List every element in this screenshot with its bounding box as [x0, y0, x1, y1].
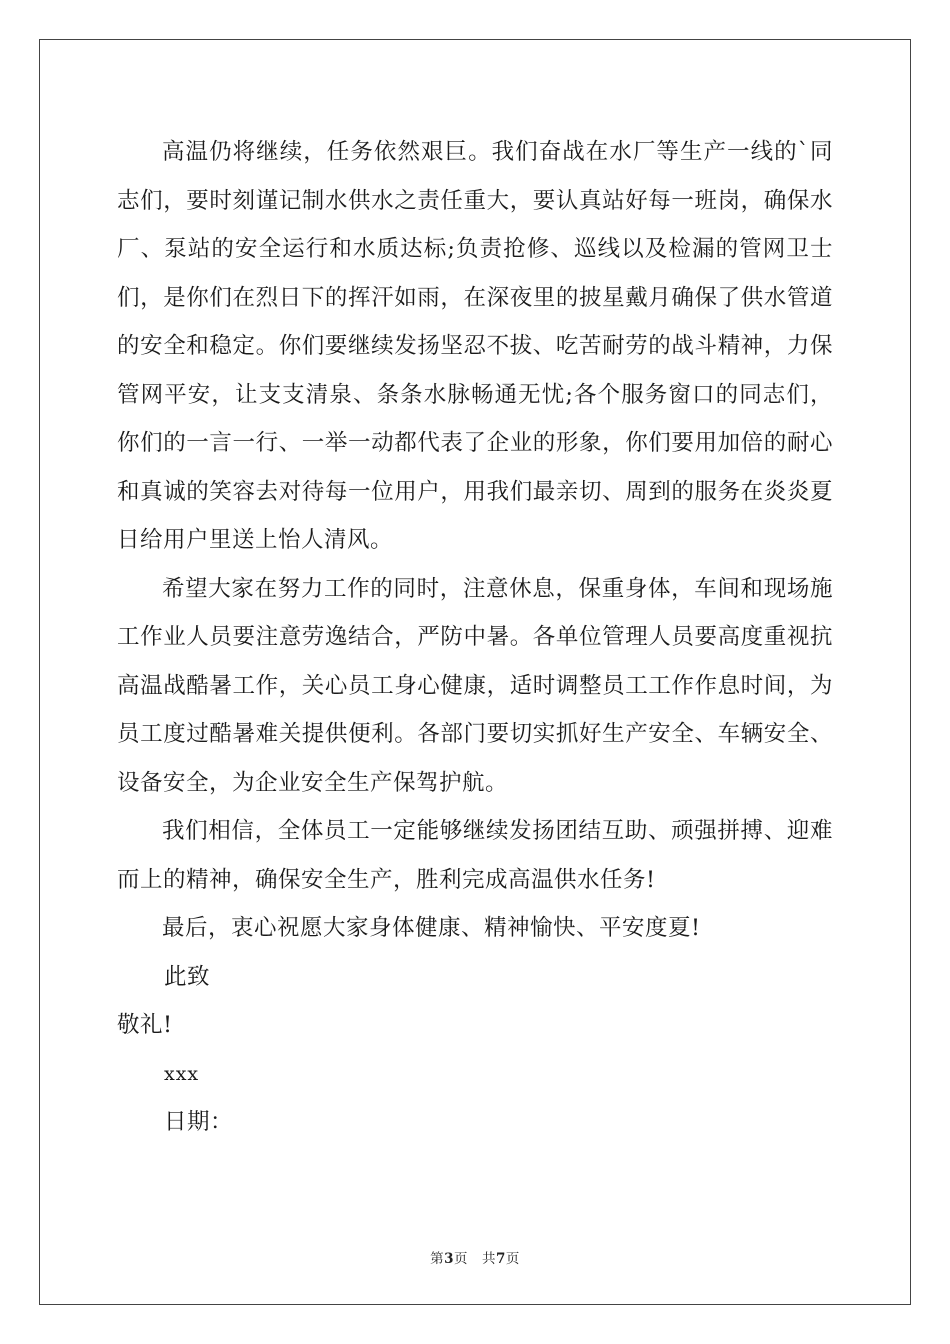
total-pages: 7 [496, 1251, 506, 1267]
footer-total-suffix: 页 [505, 1251, 520, 1267]
signer-name: xxx [164, 1062, 200, 1085]
footer-page-suffix: 页 [454, 1251, 468, 1267]
page-footer [0, 1247, 950, 1267]
closing-phrase: 此致 [164, 963, 211, 990]
footer-prefix: 第 [430, 1251, 445, 1267]
paragraph-4: 最后，衷心祝愿大家身体健康、精神愉快、平安度夏! [162, 915, 701, 941]
document-body [117, 128, 833, 1147]
paragraph-3: 我们相信，全体员工一定能够继续发扬团结互助、顽强拼搏、迎难而上的精神，确保安全生产，胜利完成高温供水任务! [117, 818, 833, 893]
salutation: 敬礼! [117, 1012, 173, 1038]
page-number: 3 [444, 1251, 454, 1267]
paragraph-1: 高温仍将继续，任务依然艰巨。我们奋战在水厂等生产一线的`同志们，要时刻谨记制水供水之责任重大，要认真站好每一班岗，确保水厂、泵站的安全运行和水质达标;负责抢修、巡线以及检漏的管网卫士们，是你们在烈日下的挥汗如雨，在深夜里的披星戴月确保了供水管道的安全和稳定。你们要继续发扬坚忍不拔、吃苦耐劳的战斗精神，力保管网平安，让支支清泉、条条水脉畅通无忧;各个服务窗口的同志们，你们的一言一行、一举一动都代表了企业的形象，你们要用加倍的耐心和真诚的笑容去对待每一位用户，用我们最亲切、周到的服务在炎炎夏日给用户里送上怡人清风。 [117, 139, 833, 553]
paragraph-2: 希望大家在努力工作的同时，注意休息，保重身体，车间和现场施工作业人员要注意劳逸结合，严防中暑。各单位管理人员要高度重视抗高温战酷暑工作，关心员工身心健康，适时调整员工工作作息时间，为员工度过酷暑难关提供便利。各部门要切实抓好生产安全、车辆安全、设备安全，为企业安全生产保驾护航。 [117, 575, 833, 796]
footer-total-prefix: 共 [482, 1251, 496, 1267]
date-label: 日期： [164, 1109, 234, 1135]
